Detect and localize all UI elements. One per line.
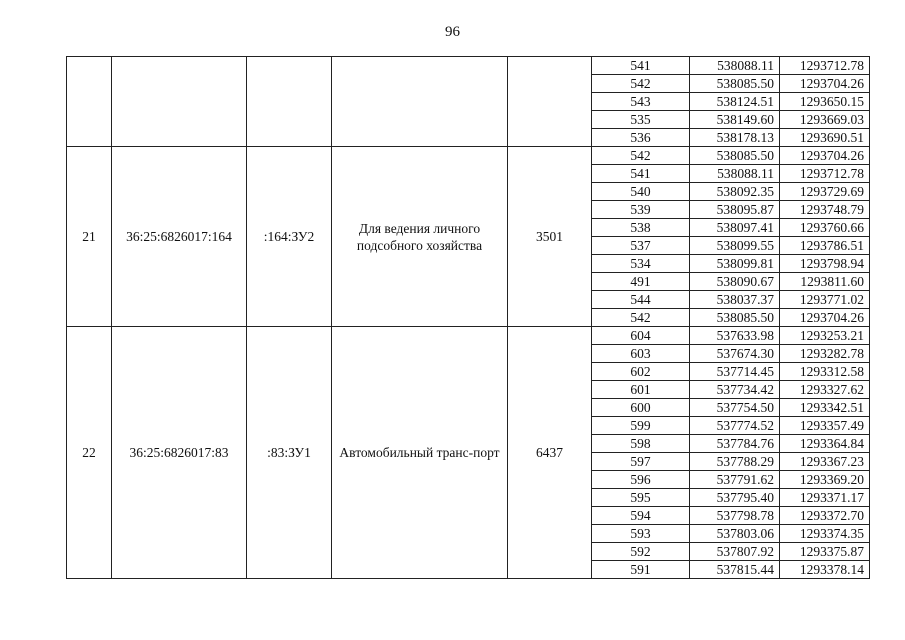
y-coordinate-cell: 1293771.02 <box>780 291 870 309</box>
x-coordinate-cell: 537807.92 <box>690 543 780 561</box>
x-coordinate-cell: 537784.76 <box>690 435 780 453</box>
land-use-cell: Для ведения личного подсобного хозяйства <box>332 147 508 327</box>
x-coordinate-cell: 538097.41 <box>690 219 780 237</box>
x-coordinate-cell: 538092.35 <box>690 183 780 201</box>
y-coordinate-cell: 1293729.69 <box>780 183 870 201</box>
point-number-cell: 538 <box>592 219 690 237</box>
point-number-cell: 596 <box>592 471 690 489</box>
table-row <box>67 57 870 75</box>
x-coordinate-cell: 537714.45 <box>690 363 780 381</box>
y-coordinate-cell: 1293371.17 <box>780 489 870 507</box>
x-coordinate-cell: 538085.50 <box>690 309 780 327</box>
empty-cell <box>112 57 247 147</box>
point-number-cell: 541 <box>592 165 690 183</box>
parcel-id-cell: :164:ЗУ2 <box>247 147 332 327</box>
x-coordinate-cell: 538088.11 <box>690 57 780 75</box>
x-coordinate-cell: 538037.37 <box>690 291 780 309</box>
point-number-cell: 536 <box>592 129 690 147</box>
point-number-cell: 543 <box>592 93 690 111</box>
record-number-cell: 22 <box>67 327 112 579</box>
area-cell: 3501 <box>508 147 592 327</box>
y-coordinate-cell: 1293712.78 <box>780 57 870 75</box>
point-number-cell: 537 <box>592 237 690 255</box>
point-number-cell: 603 <box>592 345 690 363</box>
page-number: 96 <box>445 24 460 40</box>
x-coordinate-cell: 538099.55 <box>690 237 780 255</box>
y-coordinate-cell: 1293357.49 <box>780 417 870 435</box>
x-coordinate-cell: 538178.13 <box>690 129 780 147</box>
point-number-cell: 597 <box>592 453 690 471</box>
table-row <box>67 147 870 165</box>
point-number-cell: 542 <box>592 309 690 327</box>
y-coordinate-cell: 1293704.26 <box>780 309 870 327</box>
y-coordinate-cell: 1293342.51 <box>780 399 870 417</box>
x-coordinate-cell: 537774.52 <box>690 417 780 435</box>
point-number-cell: 604 <box>592 327 690 345</box>
y-coordinate-cell: 1293760.66 <box>780 219 870 237</box>
x-coordinate-cell: 537674.30 <box>690 345 780 363</box>
y-coordinate-cell: 1293786.51 <box>780 237 870 255</box>
y-coordinate-cell: 1293811.60 <box>780 273 870 291</box>
x-coordinate-cell: 537803.06 <box>690 525 780 543</box>
y-coordinate-cell: 1293327.62 <box>780 381 870 399</box>
x-coordinate-cell: 537798.78 <box>690 507 780 525</box>
point-number-cell: 594 <box>592 507 690 525</box>
x-coordinate-cell: 537815.44 <box>690 561 780 579</box>
x-coordinate-cell: 537795.40 <box>690 489 780 507</box>
y-coordinate-cell: 1293312.58 <box>780 363 870 381</box>
point-number-cell: 593 <box>592 525 690 543</box>
point-number-cell: 539 <box>592 201 690 219</box>
y-coordinate-cell: 1293374.35 <box>780 525 870 543</box>
coordinates-table <box>66 56 870 579</box>
x-coordinate-cell: 538124.51 <box>690 93 780 111</box>
point-number-cell: 600 <box>592 399 690 417</box>
y-coordinate-cell: 1293650.15 <box>780 93 870 111</box>
empty-cell <box>67 57 112 147</box>
point-number-cell: 598 <box>592 435 690 453</box>
y-coordinate-cell: 1293798.94 <box>780 255 870 273</box>
y-coordinate-cell: 1293690.51 <box>780 129 870 147</box>
point-number-cell: 601 <box>592 381 690 399</box>
x-coordinate-cell: 537788.29 <box>690 453 780 471</box>
y-coordinate-cell: 1293282.78 <box>780 345 870 363</box>
record-number-cell: 21 <box>67 147 112 327</box>
y-coordinate-cell: 1293712.78 <box>780 165 870 183</box>
parcel-id-cell: :83:ЗУ1 <box>247 327 332 579</box>
point-number-cell: 591 <box>592 561 690 579</box>
y-coordinate-cell: 1293367.23 <box>780 453 870 471</box>
x-coordinate-cell: 538149.60 <box>690 111 780 129</box>
cadastral-number-cell: 36:25:6826017:164 <box>112 147 247 327</box>
x-coordinate-cell: 537633.98 <box>690 327 780 345</box>
point-number-cell: 542 <box>592 147 690 165</box>
empty-cell <box>332 57 508 147</box>
x-coordinate-cell: 537754.50 <box>690 399 780 417</box>
point-number-cell: 541 <box>592 57 690 75</box>
x-coordinate-cell: 538095.87 <box>690 201 780 219</box>
y-coordinate-cell: 1293378.14 <box>780 561 870 579</box>
y-coordinate-cell: 1293364.84 <box>780 435 870 453</box>
point-number-cell: 542 <box>592 75 690 93</box>
cadastral-number-cell: 36:25:6826017:83 <box>112 327 247 579</box>
point-number-cell: 540 <box>592 183 690 201</box>
y-coordinate-cell: 1293704.26 <box>780 147 870 165</box>
empty-cell <box>508 57 592 147</box>
y-coordinate-cell: 1293372.70 <box>780 507 870 525</box>
y-coordinate-cell: 1293704.26 <box>780 75 870 93</box>
x-coordinate-cell: 538088.11 <box>690 165 780 183</box>
point-number-cell: 535 <box>592 111 690 129</box>
y-coordinate-cell: 1293748.79 <box>780 201 870 219</box>
table-row <box>67 327 870 345</box>
x-coordinate-cell: 538085.50 <box>690 147 780 165</box>
point-number-cell: 534 <box>592 255 690 273</box>
x-coordinate-cell: 537734.42 <box>690 381 780 399</box>
empty-cell <box>247 57 332 147</box>
point-number-cell: 599 <box>592 417 690 435</box>
x-coordinate-cell: 538085.50 <box>690 75 780 93</box>
y-coordinate-cell: 1293375.87 <box>780 543 870 561</box>
land-use-cell: Автомобильный транс-порт <box>332 327 508 579</box>
x-coordinate-cell: 537791.62 <box>690 471 780 489</box>
x-coordinate-cell: 538090.67 <box>690 273 780 291</box>
point-number-cell: 602 <box>592 363 690 381</box>
y-coordinate-cell: 1293253.21 <box>780 327 870 345</box>
y-coordinate-cell: 1293669.03 <box>780 111 870 129</box>
point-number-cell: 595 <box>592 489 690 507</box>
point-number-cell: 544 <box>592 291 690 309</box>
point-number-cell: 491 <box>592 273 690 291</box>
area-cell: 6437 <box>508 327 592 579</box>
x-coordinate-cell: 538099.81 <box>690 255 780 273</box>
point-number-cell: 592 <box>592 543 690 561</box>
y-coordinate-cell: 1293369.20 <box>780 471 870 489</box>
